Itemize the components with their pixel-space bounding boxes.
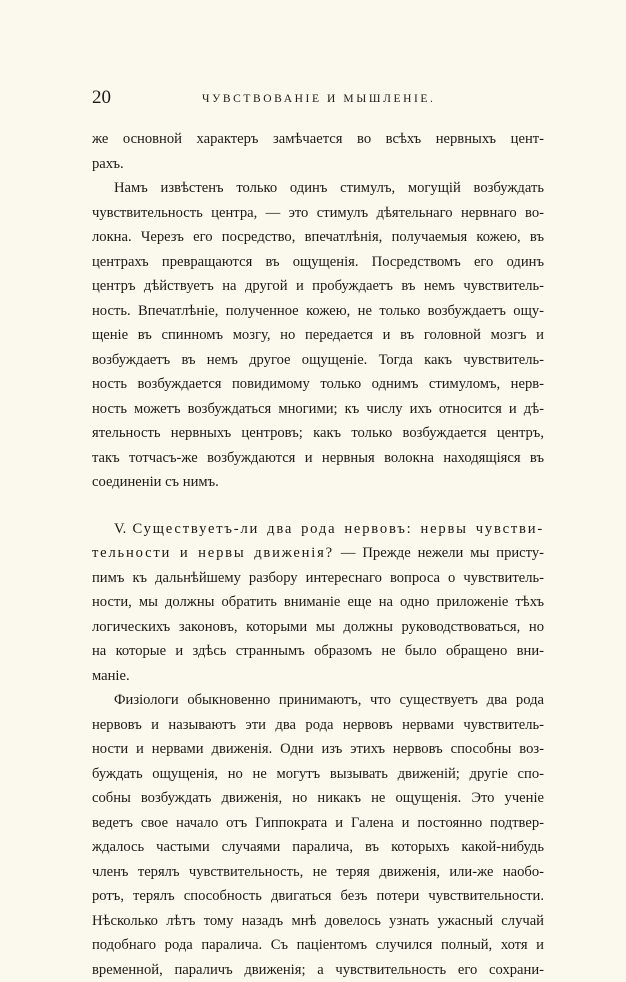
- running-head: [92, 86, 544, 110]
- section-heading-cont: тельности и нервы движенія?: [92, 545, 334, 561]
- text-line: маніе.: [92, 664, 544, 689]
- text-line: подобнаго рода паралича. Съ паціентомъ случился полный, хотя и: [92, 933, 544, 958]
- text-line: Намъ извѣстенъ только одинъ стимулъ, могущій возбуждать: [92, 176, 544, 201]
- text-line: логическихъ законовъ, которыми мы должны руководствоваться, но: [92, 615, 544, 640]
- text-line: ротъ, терялъ способность двигаться безъ потери чувствительности.: [92, 884, 544, 909]
- text-line: ность. Впечатлѣніе, полученное кожею, не только возбуждаетъ ощу-: [92, 299, 544, 324]
- text-line: такъ тотчасъ-же возбуждаются и нервныя волокна находящіяся въ: [92, 446, 544, 471]
- text-line: же основной характеръ замѣчается во всѣхъ нервныхъ цент-: [92, 127, 544, 152]
- section-number: V.: [114, 521, 126, 537]
- section-heading: Существуетъ-ли два рода нервовъ: нервы чувстви-: [132, 521, 544, 537]
- section-heading-line: [92, 541, 544, 566]
- text-line: на которые и здѣсь страннымъ образомъ не было обращено вни-: [92, 639, 544, 664]
- section-gap: [92, 495, 544, 517]
- running-title: ЧУВСТВОВАНІЕ И МЫШЛЕНІЕ.: [202, 89, 436, 109]
- text-line: чувствительность центра, — это стимулъ дѣятельнаго нервнаго во-: [92, 201, 544, 226]
- text-line: ность возбуждается повидимому только однимъ стимуломъ, нерв-: [92, 372, 544, 397]
- text-line: центръ дѣйствуетъ на другой и пробуждаетъ въ немъ чувствитель-: [92, 274, 544, 299]
- text-line: соединеніи съ нимъ.: [92, 470, 544, 495]
- text-line: ность можетъ возбуждаться многими; къ числу ихъ относится и дѣ-: [92, 397, 544, 422]
- text-line: ятельность нервныхъ центровъ; какъ только возбуждается центръ,: [92, 421, 544, 446]
- text-line: Нѣсколько лѣтъ тому назадъ мнѣ довелось узнать ужасный случай: [92, 909, 544, 934]
- text-line: буждать ощущенія, но не могутъ вызывать движеній; другіе спо-: [92, 762, 544, 787]
- text-line: пимъ къ дальнѣйшему разбору интереснаго вопроса о чувствитель-: [92, 566, 544, 591]
- text-segment: — Прежде нежели мы присту-: [334, 545, 544, 561]
- body-text: [92, 127, 544, 982]
- text-line: ности и нервами движенія. Одни изъ этихъ нервовъ способны воз-: [92, 737, 544, 762]
- text-line: членъ терялъ чувствительность, не теряя движенія, или-же наобо-: [92, 860, 544, 885]
- text-line: ности, мы должны обратить вниманіе еще на одно приложеніе тѣхъ: [92, 590, 544, 615]
- text-line: возбуждаетъ въ немъ другое ощущеніе. Тогда какъ чувствитель-: [92, 348, 544, 373]
- text-line: нервовъ и называютъ эти два рода нервовъ нервами чувствитель-: [92, 713, 544, 738]
- text-line: рахъ.: [92, 152, 544, 177]
- text-line: щеніе въ спинномъ мозгу, но передается и въ головной мозгъ и: [92, 323, 544, 348]
- text-line: локна. Черезъ его посредство, впечатлѣнія, получаемыя кожею, въ: [92, 225, 544, 250]
- section-heading-line: [92, 517, 544, 542]
- text-line: центрахъ превращаются въ ощущенія. Посредствомъ его одинъ: [92, 250, 544, 275]
- text-line: ведетъ свое начало отъ Гиппократа и Галена и постоянно подтвер-: [92, 811, 544, 836]
- text-line: ждалось частыми случаями паралича, въ которыхъ какой-нибудь: [92, 835, 544, 860]
- text-line: временной, параличъ движенія; а чувствительность его сохрани-: [92, 958, 544, 982]
- page-number: 20: [92, 86, 111, 110]
- text-line: Физіологи обыкновенно принимаютъ, что существуетъ два рода: [92, 688, 544, 713]
- text-line: собны возбуждать движенія, но никакъ не ощущенія. Это ученіе: [92, 786, 544, 811]
